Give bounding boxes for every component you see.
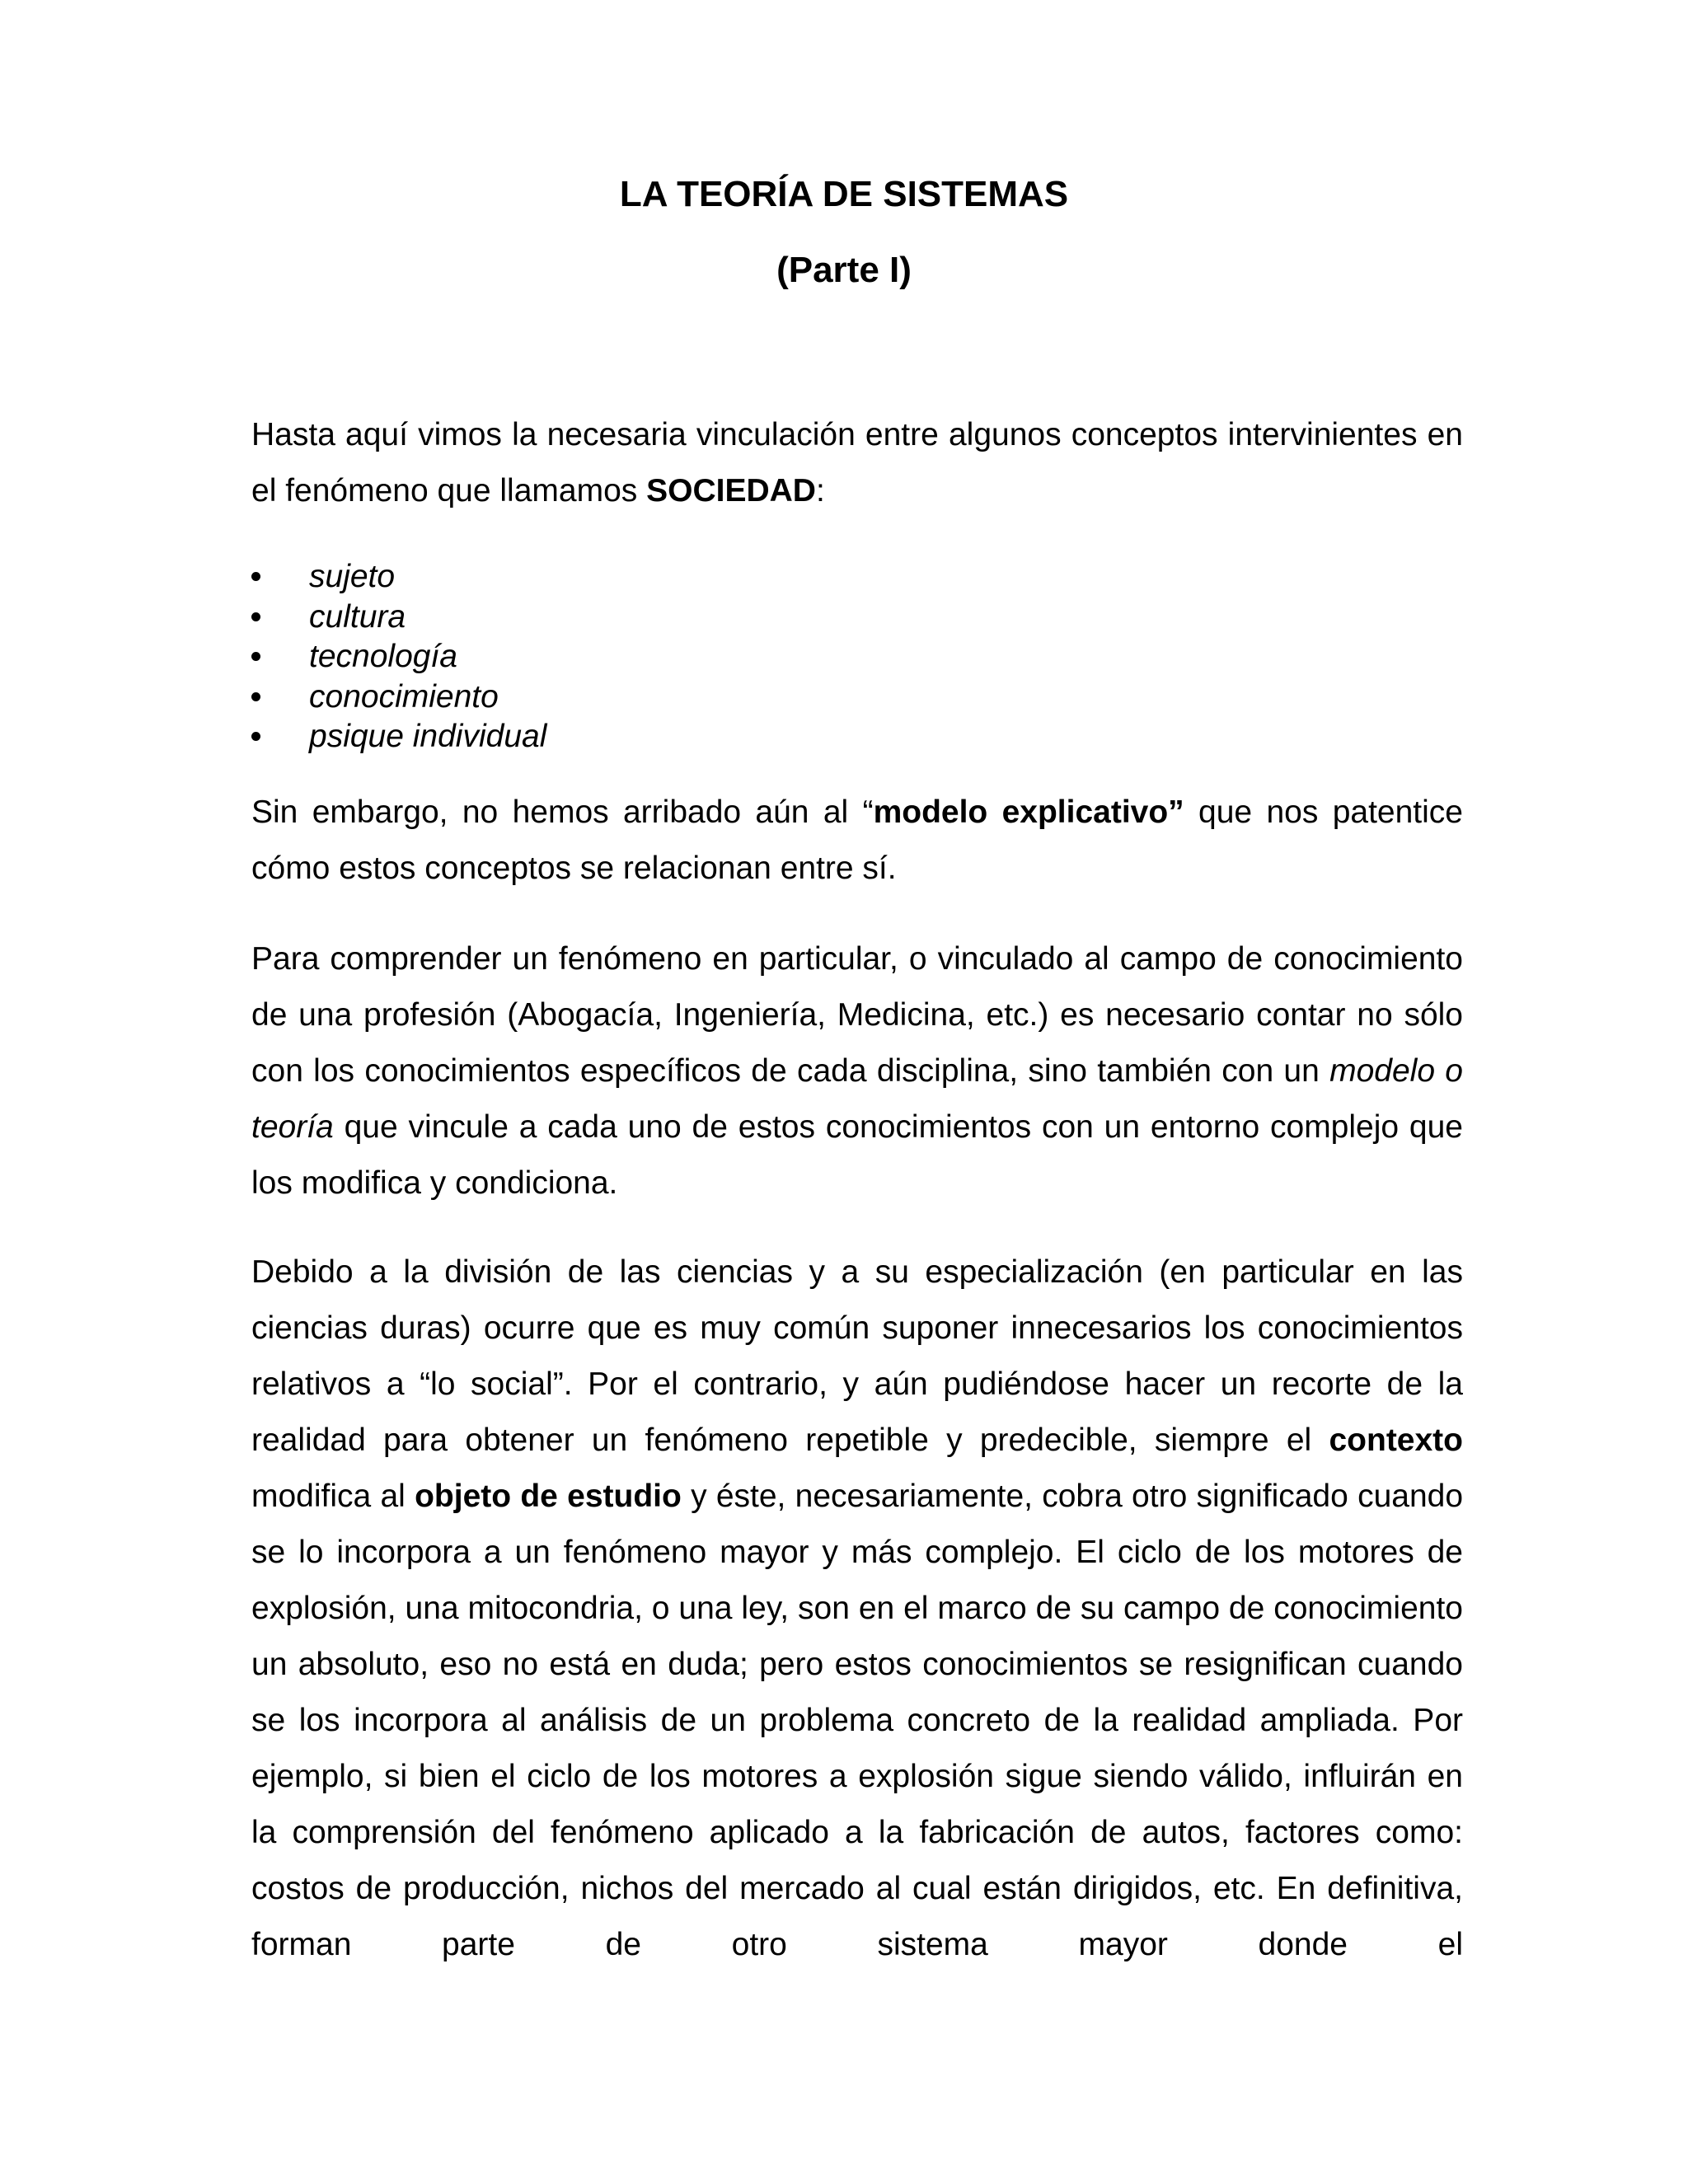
paragraph-text: que nos patentice cómo estos conceptos se relacionan entre sí. — [251, 794, 1463, 886]
paragraph-modelo — [251, 785, 1463, 897]
paragraph-intro — [251, 407, 1463, 519]
bullet-icon — [251, 652, 260, 661]
document-subtitle: (Parte I) — [776, 250, 912, 290]
list-item — [251, 557, 1463, 598]
bold-term-modelo: modelo explicativo” — [873, 794, 1184, 830]
paragraph-text: Hasta aquí vimos la necesaria vinculación entre algunos conceptos intervinientes en el fenómeno que llamamos — [251, 417, 1463, 509]
list-item-label: tecnología — [309, 639, 457, 674]
paragraph-comprender — [251, 931, 1463, 1212]
list-item-label: sujeto — [309, 559, 396, 594]
list-item — [251, 677, 1463, 718]
document-title: LA TEORÍA DE SISTEMAS — [619, 174, 1069, 214]
paragraph-text: modifica al — [251, 1479, 415, 1514]
paragraph-text: y éste, necesariamente, cobra otro significado cuando se lo incorpora a un fenómeno mayor y más complejo. El ciclo de los motores de explosión, una mitocondria, o una ley, son en el marco de su campo de conocimiento un absoluto, eso no está en duda; pero estos conocimientos se resignifican cuando se los incorpora al análisis de un problema concreto de la realidad ampliada. Por ejemplo, si bien el ciclo de los motores a explosión sigue siendo válido, influirán en la comprensión del fenómeno aplicado a la fabricación de autos, factores como: costos de producción, nichos del mercado al cual están dirigidos, etc. En definitiva, forman parte de otro sistema mayor donde el — [251, 1479, 1464, 1962]
paragraph-text: que vincule a cada uno de estos conocimientos con un entorno complejo que los modifica y condiciona. — [251, 1109, 1463, 1201]
concept-list — [251, 557, 1463, 757]
list-item — [251, 717, 1463, 757]
bullet-icon — [251, 612, 260, 621]
paragraph-text: Debido a la división de las ciencias y a su especialización (en particular en las ciencias duras) ocurre que es muy común suponer innecesarios los conocimientos relativos a “lo social”. Por el contrario, y aún pudiéndose hacer un recorte de la realidad para obtener un fenómeno repetible y predecible, siempre el — [251, 1254, 1463, 1458]
paragraph-text: Sin embargo, no hemos arribado aún al “ — [251, 794, 874, 830]
bold-term-contexto: contexto — [1329, 1422, 1463, 1458]
list-item — [251, 637, 1463, 677]
paragraph-text: Para comprender un fenómeno en particular, o vinculado al campo de conocimiento de una profesión (Abogacía, Ingeniería, Medicina, etc.) es necesario contar no sólo con los conocimientos específicos de cada disciplina, sino también con un — [251, 941, 1463, 1089]
paragraph-text: : — [815, 473, 825, 509]
bullet-icon — [251, 572, 260, 581]
list-item-label: cultura — [309, 598, 406, 635]
list-item-label: conocimiento — [309, 678, 499, 715]
bullet-icon — [251, 692, 260, 701]
bold-term-sociedad: SOCIEDAD — [646, 473, 816, 509]
italic-term-modelo-teoria: modelo o teoría — [251, 1053, 1463, 1145]
paragraph-division — [251, 1244, 1463, 1973]
bold-term-objeto: objeto de estudio — [415, 1479, 682, 1514]
bullet-icon — [251, 732, 260, 741]
list-item-label: psique individual — [309, 719, 547, 754]
list-item — [251, 598, 1463, 638]
